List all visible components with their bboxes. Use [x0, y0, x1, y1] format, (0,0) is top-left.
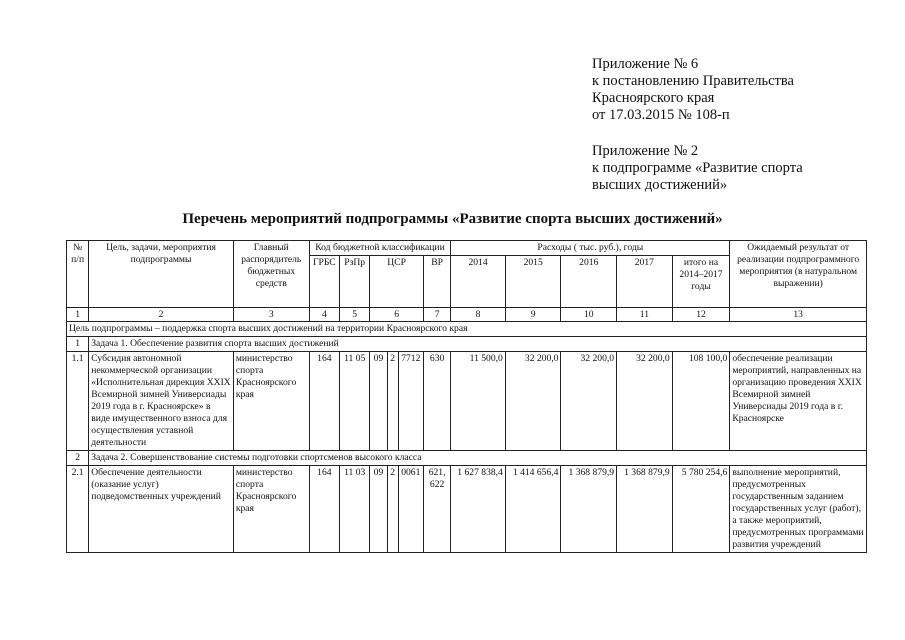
col-number: 11	[617, 308, 673, 322]
header-vr: ВР	[423, 256, 450, 308]
header-expenses-group: Расходы ( тыс. руб.), годы	[451, 241, 730, 256]
col-number: 7	[423, 308, 450, 322]
header-code-group: Код бюджетной классификации	[309, 241, 451, 256]
task-text: Задача 2. Совершенствование системы подготовки спортсменов высокого класса	[89, 451, 867, 466]
row-2014: 1 627 838,4	[451, 466, 506, 553]
header-rzpr: РзПр	[340, 256, 370, 308]
header-line: от 17.03.2015 № 108-п	[592, 107, 730, 123]
goal-row	[67, 322, 867, 337]
header-line: Приложение № 2	[592, 143, 699, 159]
header-2015: 2015	[505, 256, 561, 308]
row-2016: 1 368 879,9	[561, 466, 617, 553]
header-grbs-main: Главный распорядитель бюджетных средств	[233, 241, 309, 308]
column-numbers-row	[67, 308, 867, 322]
row-rzpr: 11 05	[340, 352, 370, 451]
header-result: Ожидаемый результат от реализации подпрограммного мероприятия (в натуральном выражении)	[730, 241, 867, 308]
row-csr-part: 7712	[398, 352, 423, 451]
col-number: 1	[67, 308, 89, 322]
row-2017: 1 368 879,9	[617, 466, 673, 553]
task-row	[67, 337, 867, 352]
col-number: 5	[340, 308, 370, 322]
header-line: к подпрограмме «Развитие спорта	[592, 160, 803, 176]
measures-table	[66, 240, 867, 553]
header-num: № п/п	[67, 241, 89, 308]
row-grbs: 164	[309, 352, 339, 451]
header-goal: Цель, задачи, мероприятия подпрограммы	[89, 241, 234, 308]
col-number: 10	[561, 308, 617, 322]
task-row	[67, 451, 867, 466]
col-number: 9	[505, 308, 561, 322]
row-2014: 11 500,0	[451, 352, 506, 451]
row-name: Субсидия автономной некоммерческой организации «Исполнительная дирекция XXIX Всемирной зимней Универсиады 2019 года в г. Красноярске» в виде имущественного взноса для осуществления уставной деятельности	[89, 352, 234, 451]
table-row	[67, 466, 867, 553]
row-total: 108 100,0	[672, 352, 730, 451]
table-row	[67, 352, 867, 451]
row-vr: 621, 622	[423, 466, 450, 553]
header-line: высших достижений»	[592, 177, 728, 193]
header-total: итого на 2014–2017 годы	[672, 256, 730, 308]
col-number: 3	[233, 308, 309, 322]
header-2014: 2014	[451, 256, 506, 308]
row-result: обеспечение реализации мероприятий, направленных на организацию проведения XXIX Всемирной зимней Универсиады 2019 года в г. Красноярске	[730, 352, 867, 451]
row-total: 5 780 254,6	[672, 466, 730, 553]
header-line: Приложение № 6	[592, 56, 699, 72]
row-csr-part: 2	[387, 352, 398, 451]
row-rzpr: 11 03	[340, 466, 370, 553]
row-grbs-main: министерство спорта Красноярского края	[233, 352, 309, 451]
row-2016: 32 200,0	[561, 352, 617, 451]
table-header-row	[67, 241, 867, 256]
row-csr-part: 09	[370, 352, 387, 451]
row-csr-part: 0061	[398, 466, 423, 553]
goal-text: Цель подпрограммы – поддержка спорта высших достижений на территории Красноярского края	[67, 322, 867, 337]
row-2015: 1 414 656,4	[505, 466, 561, 553]
row-csr-part: 2	[387, 466, 398, 553]
col-number: 12	[672, 308, 730, 322]
row-vr: 630	[423, 352, 450, 451]
col-number: 6	[370, 308, 424, 322]
col-number: 4	[309, 308, 339, 322]
row-grbs: 164	[309, 466, 339, 553]
task-num: 1	[67, 337, 89, 352]
row-num: 1.1	[67, 352, 89, 451]
col-number: 13	[730, 308, 867, 322]
row-name: Обеспечение деятельности (оказание услуг) подведомственных учреждений	[89, 466, 234, 553]
header-line: Красноярского края	[592, 90, 715, 106]
header-block-appendix-6	[592, 56, 794, 124]
row-num: 2.1	[67, 466, 89, 553]
header-csr: ЦСР	[370, 256, 424, 308]
row-csr-part: 09	[370, 466, 387, 553]
header-grbs: ГРБС	[309, 256, 339, 308]
task-text: Задача 1. Обеспечение развития спорта высших достижений	[89, 337, 867, 352]
document-title: Перечень мероприятий подпрограммы «Развитие спорта высших достижений»	[182, 211, 723, 227]
row-2017: 32 200,0	[617, 352, 673, 451]
header-2017: 2017	[617, 256, 673, 308]
row-grbs-main: министерство спорта Красноярского края	[233, 466, 309, 553]
col-number: 2	[89, 308, 234, 322]
task-num: 2	[67, 451, 89, 466]
header-2016: 2016	[561, 256, 617, 308]
col-number: 8	[451, 308, 506, 322]
row-2015: 32 200,0	[505, 352, 561, 451]
header-line: к постановлению Правительства	[592, 73, 794, 89]
header-block-appendix-2	[592, 143, 803, 194]
row-result: выполнение мероприятий, предусмотренных государственным заданием государственных услуг (работ), а также мероприятий, предусмотренных программами развития учреждений	[730, 466, 867, 553]
